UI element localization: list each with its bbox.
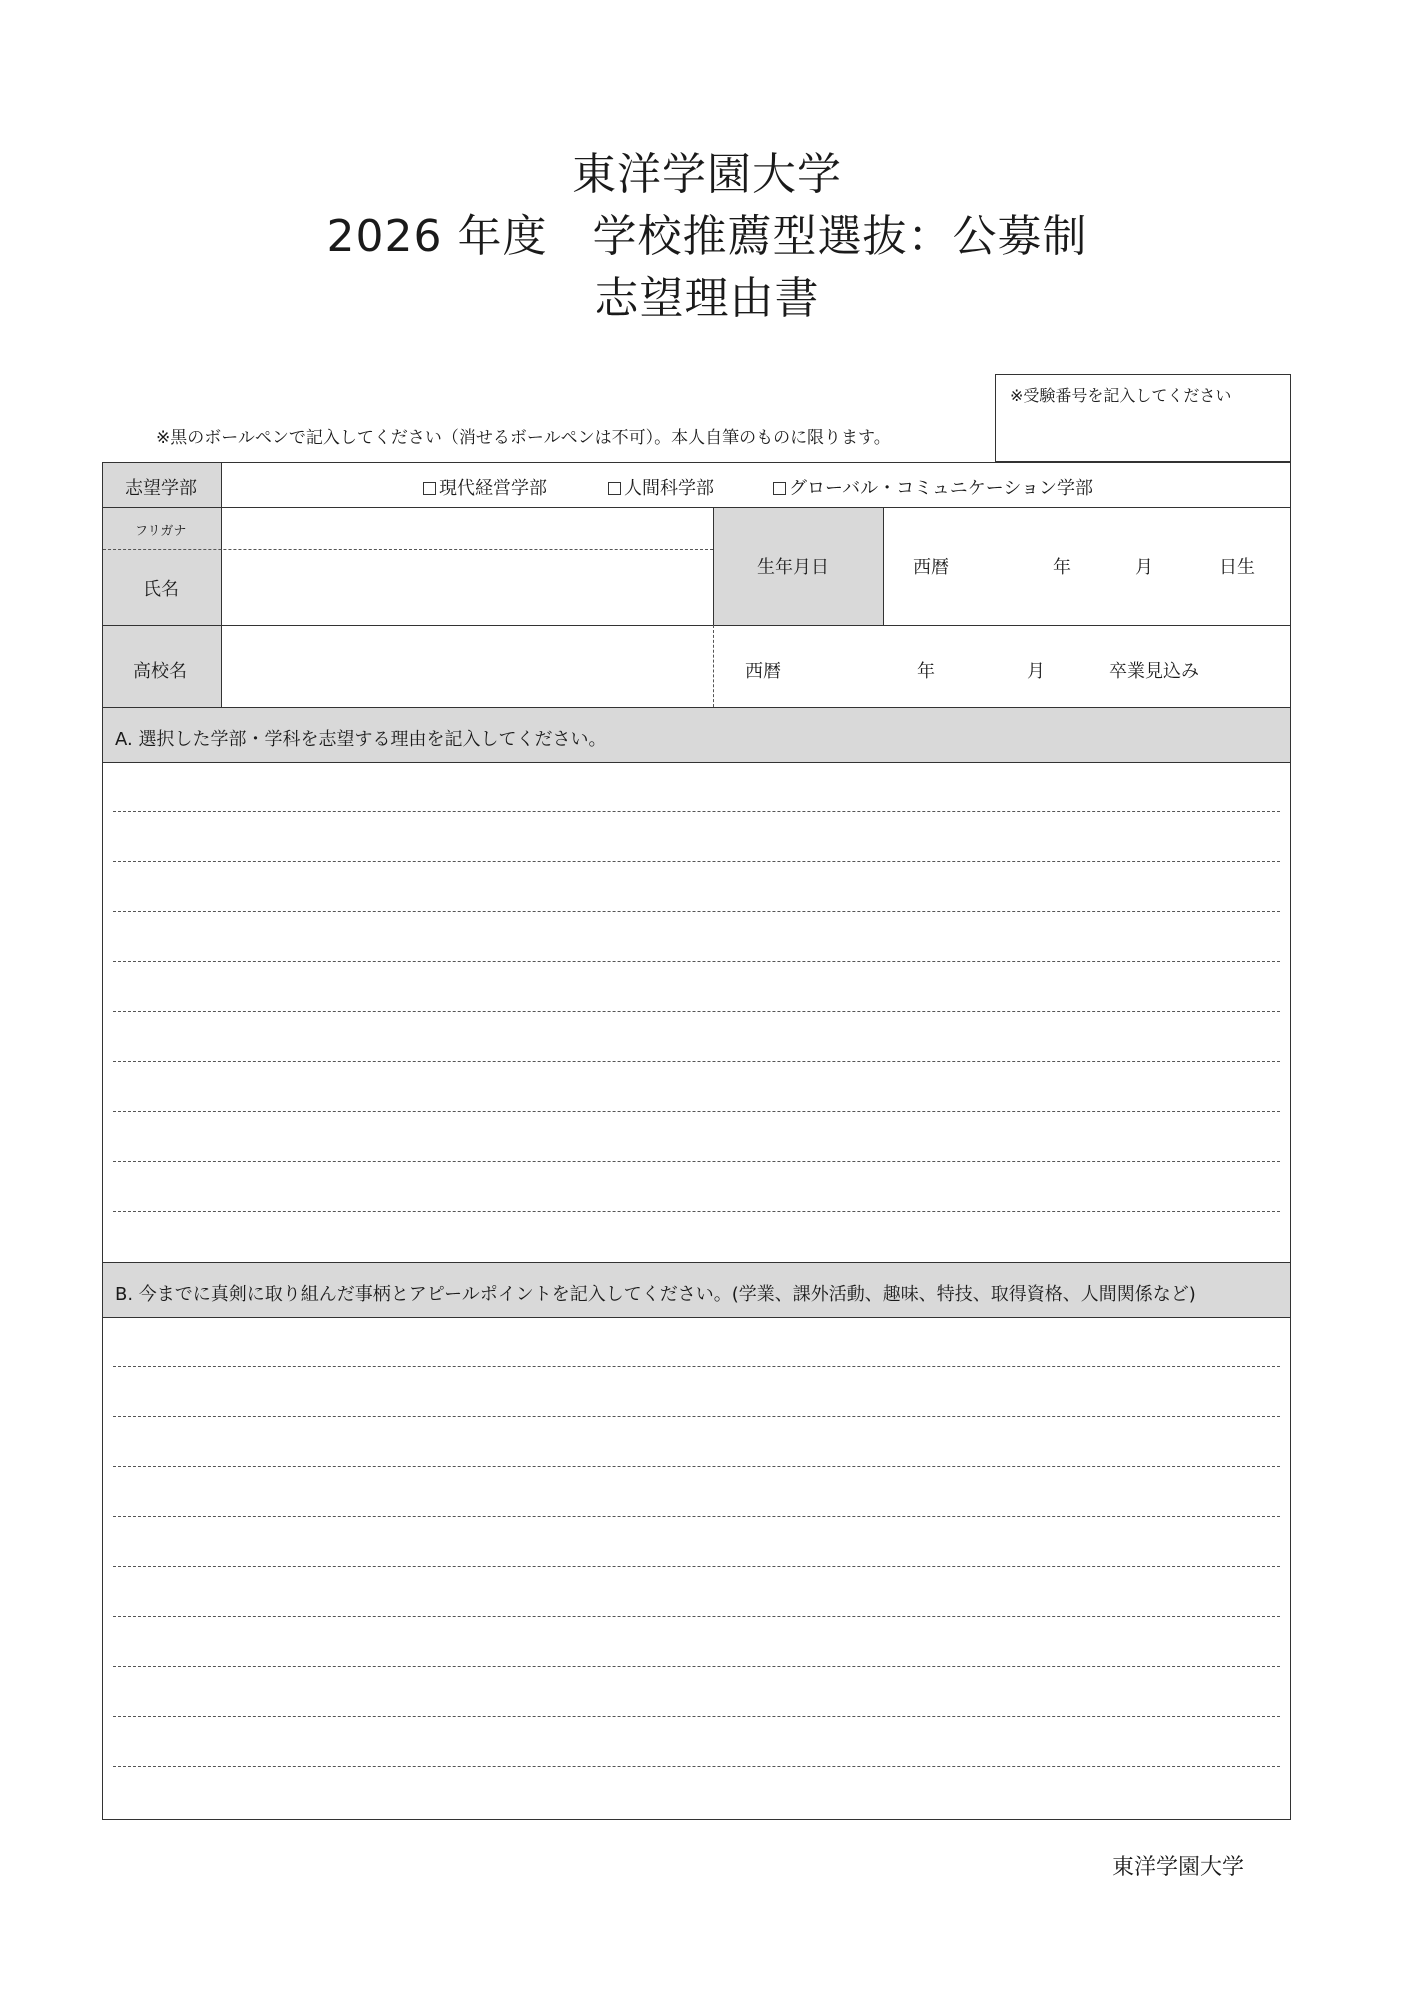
- faculty-option[interactable]: 現代経営学部: [423, 474, 547, 500]
- writing-line: [113, 1766, 1280, 1767]
- col-divider-dashed: [713, 625, 714, 707]
- birth-label: 生年月日: [757, 557, 829, 578]
- row-divider: [103, 707, 1290, 708]
- name-label: 氏名: [143, 579, 179, 600]
- faculty-label: 志望学部: [125, 478, 197, 499]
- row-divider: [103, 625, 1290, 626]
- row-divider: [103, 1262, 1290, 1263]
- grad-month-label: 月: [1027, 661, 1045, 682]
- exam-number-field[interactable]: [995, 374, 1291, 462]
- writing-line: [113, 1111, 1280, 1112]
- writing-line: [113, 1366, 1280, 1367]
- school-label: 高校名: [133, 661, 187, 682]
- writing-line: [113, 1666, 1280, 1667]
- section-a-answer-area[interactable]: [103, 763, 1290, 1261]
- checkbox-icon: [423, 482, 436, 495]
- furigana-separator: [103, 549, 713, 550]
- writing-line: [113, 1161, 1280, 1162]
- writing-line: [113, 1566, 1280, 1567]
- footer-university: 東洋学園大学: [1112, 1855, 1245, 1880]
- writing-line: [113, 1466, 1280, 1467]
- writing-line: [113, 1011, 1280, 1012]
- school-input[interactable]: [223, 627, 711, 705]
- checkbox-icon: [608, 482, 621, 495]
- birth-month-label: 月: [1135, 557, 1153, 578]
- col-divider: [713, 507, 714, 625]
- writing-line: [113, 1211, 1280, 1212]
- furigana-label: フリガナ: [135, 524, 187, 539]
- writing-line: [113, 1716, 1280, 1717]
- writing-line: [113, 961, 1280, 962]
- writing-line: [113, 911, 1280, 912]
- checkbox-icon: [773, 482, 786, 495]
- col-divider: [883, 507, 884, 625]
- faculty-option[interactable]: グローバル・コミュニケーション学部: [773, 474, 1093, 500]
- col-divider: [221, 463, 222, 707]
- writing-line: [113, 1516, 1280, 1517]
- instruction-note: ※黒のボールペンで記入してください（消せるボールペンは不可）。本人自筆のものに限ります。: [156, 428, 891, 448]
- writing-line: [113, 811, 1280, 812]
- grad-era: 西暦: [745, 661, 781, 682]
- section-b-title: B. 今までに真剣に取り組んだ事柄とアピールポイントを記入してください。(学業、課外活動、趣味、特技、取得資格、人間関係など): [115, 1284, 1196, 1305]
- application-form: [102, 462, 1291, 1820]
- writing-line: [113, 1416, 1280, 1417]
- section-a-title: A. 選択した学部・学科を志望する理由を記入してください。: [115, 729, 607, 750]
- birth-year-label: 年: [1053, 557, 1071, 578]
- grad-year-label: 年: [917, 661, 935, 682]
- writing-line: [113, 1061, 1280, 1062]
- section-b-answer-area[interactable]: [103, 1318, 1290, 1818]
- university-title: 東洋学園大学: [572, 149, 842, 200]
- writing-line: [113, 1616, 1280, 1617]
- exam-number-label: ※受験番号を記入してください: [1010, 386, 1232, 405]
- faculty-option[interactable]: 人間科学部: [608, 474, 714, 500]
- writing-line: [113, 861, 1280, 862]
- furigana-input[interactable]: [223, 509, 711, 547]
- birth-day-label: 日生: [1219, 557, 1255, 578]
- row-divider: [103, 507, 1290, 508]
- selection-subtitle: 2026 年度 学校推薦型選抜：公募制: [326, 211, 1088, 262]
- grad-status: 卒業見込み: [1109, 661, 1199, 682]
- name-input[interactable]: [223, 551, 711, 623]
- birth-era: 西暦: [913, 557, 949, 578]
- document-title: 志望理由書: [594, 273, 820, 324]
